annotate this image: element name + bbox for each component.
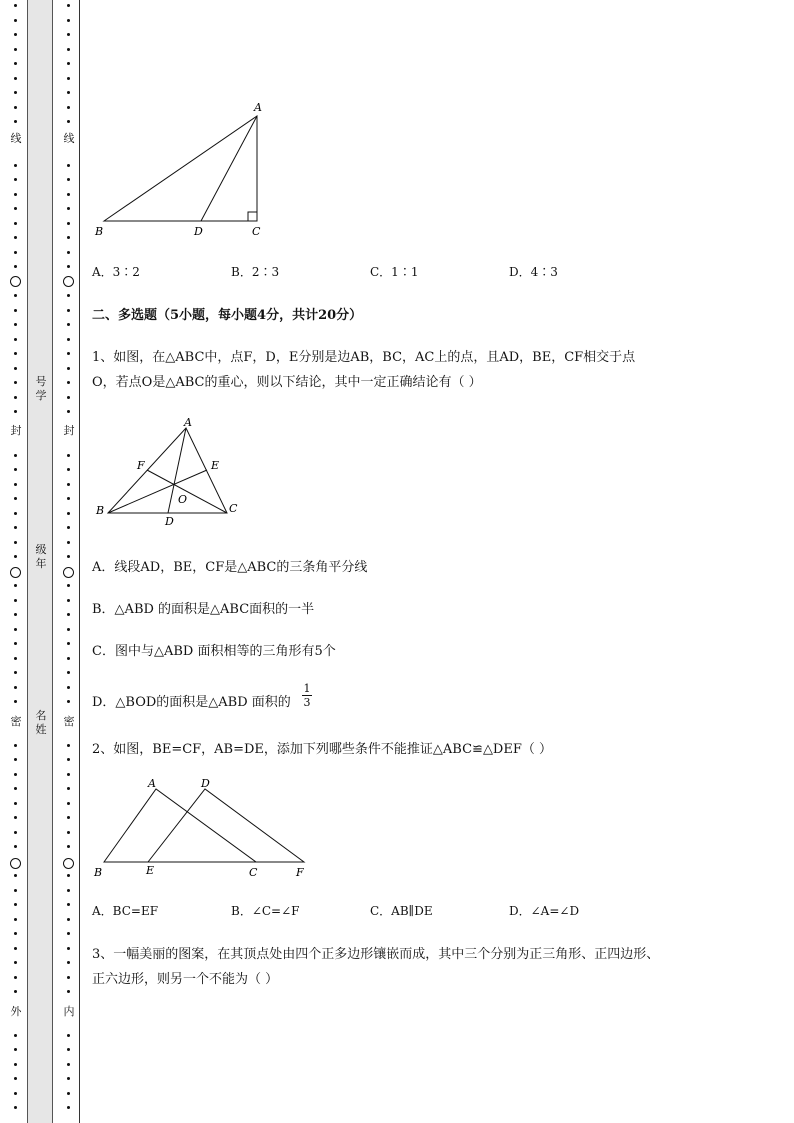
binding-dot <box>14 526 17 529</box>
binding-dot <box>14 77 17 80</box>
label-A: A <box>184 416 192 429</box>
section-title: 二、多选题（5小题，每小题4分，共计20分） <box>92 308 363 323</box>
binding-dot <box>67 686 70 689</box>
binding-dot <box>14 236 17 239</box>
binding-dot <box>14 947 17 950</box>
binding-dot <box>14 671 17 674</box>
margin-char-outer: 外 <box>10 1005 22 1018</box>
binding-dot <box>14 512 17 515</box>
binding-dot <box>14 62 17 65</box>
binding-dot <box>14 555 17 558</box>
binding-dot <box>14 48 17 51</box>
label-A: A <box>254 101 262 114</box>
student-number-label: 号 学 <box>35 375 47 402</box>
binding-dot <box>67 932 70 935</box>
binding-dot <box>14 294 17 297</box>
margin-border-line <box>79 0 80 1123</box>
binding-dot <box>14 744 17 747</box>
binding-dot <box>67 91 70 94</box>
binding-dot <box>67 178 70 181</box>
binding-dot <box>14 990 17 993</box>
binding-dot <box>14 338 17 341</box>
binding-dot <box>67 309 70 312</box>
binding-dot <box>67 802 70 805</box>
binding-dot <box>67 1048 70 1051</box>
binding-dot <box>14 584 17 587</box>
option-c: C．1∶1 <box>370 265 419 279</box>
q1-option-c: C．图中与△ABD 面积相等的三角形有5个 <box>92 644 336 659</box>
binding-dot <box>67 512 70 515</box>
binding-dot <box>14 178 17 181</box>
name-label: 名 姓 <box>35 709 47 736</box>
binding-dot <box>67 77 70 80</box>
label-C: C <box>252 225 261 238</box>
binding-dot <box>14 845 17 848</box>
binding-dot <box>14 497 17 500</box>
binding-dot <box>14 1048 17 1051</box>
binding-dot <box>67 454 70 457</box>
binding-dot <box>14 251 17 254</box>
binding-dot <box>14 381 17 384</box>
binding-dot <box>67 657 70 660</box>
binding-dot <box>67 961 70 964</box>
label-A: A <box>148 777 156 790</box>
q3-text-line1: 3、一幅美丽的图案，在其顶点处由四个正多边形镶嵌而成，其中三个分别为正三角形、正四边形、 <box>92 947 660 962</box>
binding-dot <box>67 584 70 587</box>
binding-dot <box>14 323 17 326</box>
q1-option-d: D．△BOD的面积是△ABD 面积的 <box>92 695 291 710</box>
binding-circle <box>10 276 21 287</box>
margin-char-inner: 内 <box>63 1005 75 1018</box>
binding-dot <box>67 410 70 413</box>
label-D: D <box>194 225 203 238</box>
binding-dot <box>67 294 70 297</box>
binding-dot <box>67 613 70 616</box>
binding-dot <box>67 222 70 225</box>
margin-char-line: 线 <box>63 132 75 145</box>
binding-dot <box>67 106 70 109</box>
binding-dot <box>67 874 70 877</box>
binding-dot <box>14 657 17 660</box>
binding-dot <box>67 120 70 123</box>
binding-dot <box>14 541 17 544</box>
binding-dot <box>14 889 17 892</box>
binding-dot <box>14 367 17 370</box>
binding-dot <box>14 120 17 123</box>
binding-dot <box>67 468 70 471</box>
binding-dot <box>14 265 17 268</box>
label-D: D <box>201 777 210 790</box>
label-B: B <box>94 866 103 879</box>
binding-dot <box>67 497 70 500</box>
option-b: B．2∶3 <box>231 265 280 279</box>
figure-centroid-triangle <box>92 414 252 532</box>
q2-option-a: A．BC=EF <box>92 904 159 918</box>
binding-circle <box>10 567 21 578</box>
binding-circle <box>63 567 74 578</box>
label-B: B <box>95 225 104 238</box>
binding-dot <box>14 642 17 645</box>
binding-dot <box>14 468 17 471</box>
binding-dot <box>14 961 17 964</box>
binding-dot <box>14 396 17 399</box>
binding-circle <box>10 858 21 869</box>
binding-dot <box>67 773 70 776</box>
binding-dot <box>67 526 70 529</box>
binding-dot <box>67 48 70 51</box>
binding-dot <box>14 164 17 167</box>
binding-dot <box>14 207 17 210</box>
option-d: D．4∶3 <box>509 265 558 279</box>
binding-dot <box>14 106 17 109</box>
binding-dot <box>67 4 70 7</box>
binding-dot <box>67 990 70 993</box>
binding-circle <box>63 276 74 287</box>
binding-dot <box>14 91 17 94</box>
binding-dot <box>14 976 17 979</box>
binding-dot <box>67 1106 70 1109</box>
q1-option-a: A．线段AD，BE，CF是△ABC的三条角平分线 <box>92 560 368 575</box>
binding-dot <box>14 1063 17 1066</box>
binding-dot <box>67 642 70 645</box>
margin-char-secret: 密 <box>10 715 22 728</box>
binding-dot <box>14 628 17 631</box>
binding-dot <box>67 62 70 65</box>
q1-text-line2: O，若点O是△ABC的重心，则以下结论，其中一定正确结论有（ ） <box>92 375 482 390</box>
binding-dot <box>14 773 17 776</box>
binding-dot <box>14 222 17 225</box>
binding-dot <box>67 845 70 848</box>
binding-dot <box>14 193 17 196</box>
binding-dot <box>67 889 70 892</box>
binding-dot <box>14 4 17 7</box>
binding-dot <box>14 802 17 805</box>
binding-dot <box>67 541 70 544</box>
binding-dot <box>14 19 17 22</box>
binding-dot <box>67 1092 70 1095</box>
binding-dot <box>67 367 70 370</box>
figure-right-triangle <box>92 96 272 241</box>
q3-text-line2: 正六边形，则另一个不能为（ ） <box>92 972 279 987</box>
binding-dot <box>14 831 17 834</box>
figure-two-triangles <box>92 773 317 883</box>
binding-dot <box>14 758 17 761</box>
binding-dot <box>14 1106 17 1109</box>
binding-dot <box>14 599 17 602</box>
binding-dot <box>14 1034 17 1037</box>
binding-dot <box>14 787 17 790</box>
grade-label: 级 年 <box>35 543 47 570</box>
q2-text-line1: 2、如图，BE=CF，AB=DE，添加下列哪些条件不能推证△ABC≌△DEF（ ） <box>92 742 553 757</box>
binding-dot <box>67 744 70 747</box>
binding-dot <box>67 1077 70 1080</box>
q2-option-b: B．∠C=∠F <box>231 904 300 918</box>
label-B: B <box>96 504 105 517</box>
binding-dot <box>14 1092 17 1095</box>
binding-dot <box>67 33 70 36</box>
binding-dot <box>67 700 70 703</box>
binding-dot <box>67 1034 70 1037</box>
q2-option-d: D．∠A=∠D <box>509 904 580 918</box>
binding-dot <box>14 33 17 36</box>
binding-dot <box>67 947 70 950</box>
binding-dot <box>14 700 17 703</box>
binding-dot <box>67 193 70 196</box>
binding-dot <box>67 236 70 239</box>
binding-dot <box>67 918 70 921</box>
binding-dot <box>14 903 17 906</box>
binding-dot <box>14 613 17 616</box>
binding-dot <box>67 396 70 399</box>
binding-dot <box>67 831 70 834</box>
binding-dot <box>67 599 70 602</box>
binding-dot <box>67 381 70 384</box>
binding-dot <box>67 483 70 486</box>
option-a: A．3∶2 <box>92 265 140 279</box>
binding-dot <box>14 352 17 355</box>
label-F: F <box>137 459 145 472</box>
binding-dot <box>67 787 70 790</box>
label-O: O <box>178 493 188 506</box>
binding-dot <box>14 454 17 457</box>
label-F: F <box>296 866 304 879</box>
q1-text-line1: 1、如图，在△ABC中，点F，D，E分别是边AB，BC，AC上的点，且AD，BE，CF相交于点 <box>92 350 636 365</box>
binding-dot <box>67 207 70 210</box>
binding-dot <box>67 555 70 558</box>
margin-char-line: 线 <box>10 132 22 145</box>
label-E: E <box>211 459 220 472</box>
binding-dot <box>14 483 17 486</box>
fraction-one-third: 1 3 <box>303 682 311 709</box>
binding-circle <box>63 858 74 869</box>
binding-dot <box>67 19 70 22</box>
margin-char-secret: 密 <box>63 715 75 728</box>
binding-dot <box>67 671 70 674</box>
label-E: E <box>146 864 155 877</box>
binding-dot <box>67 265 70 268</box>
binding-dot <box>14 1077 17 1080</box>
binding-dot <box>67 251 70 254</box>
binding-dot <box>67 758 70 761</box>
binding-dot <box>14 816 17 819</box>
label-C: C <box>229 502 238 515</box>
label-D: D <box>165 515 174 528</box>
binding-dot <box>14 874 17 877</box>
binding-dot <box>67 164 70 167</box>
binding-dot <box>67 1063 70 1066</box>
label-C: C <box>249 866 258 879</box>
margin-char-seal: 封 <box>63 424 75 437</box>
binding-dot <box>14 932 17 935</box>
binding-dot <box>14 309 17 312</box>
margin-char-seal: 封 <box>10 424 22 437</box>
binding-dot <box>67 628 70 631</box>
binding-dot <box>67 338 70 341</box>
q2-option-c: C．AB∥DE <box>370 904 433 918</box>
binding-dot <box>67 323 70 326</box>
binding-dot <box>14 918 17 921</box>
binding-dot <box>67 352 70 355</box>
binding-dot <box>67 976 70 979</box>
binding-dot <box>14 686 17 689</box>
q1-option-b: B．△ABD 的面积是△ABC面积的一半 <box>92 602 315 617</box>
binding-dot <box>67 816 70 819</box>
binding-dot <box>67 903 70 906</box>
binding-dot <box>14 410 17 413</box>
